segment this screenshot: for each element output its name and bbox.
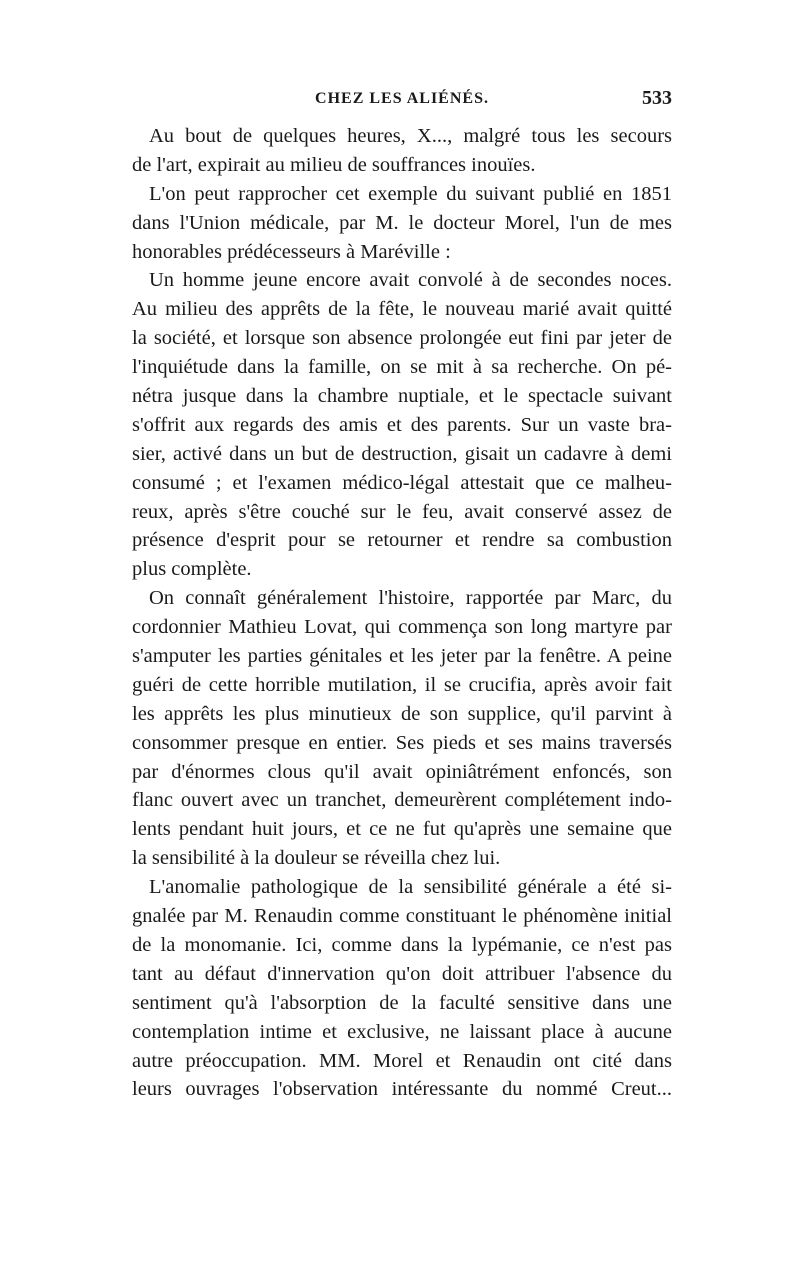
text-line: de l'art, expirait au milieu de souffrances inouïes.	[132, 153, 536, 176]
running-head	[132, 87, 672, 116]
text-line: Au bout de quelques heures, X..., malgré tous les secours	[149, 125, 672, 147]
text-line: les apprêts les plus minutieux de son supplice, qu'il parvint à	[132, 702, 672, 725]
text-line: L'anomalie pathologique de la sensibilité générale a été si-	[149, 876, 672, 899]
text-line: reux, après s'être couché sur le feu, avait conservé assez de	[132, 500, 672, 523]
running-title: CHEZ LES ALIÉNÉS.	[315, 90, 489, 107]
text-line: nétra jusque dans la chambre nuptiale, et le spectacle suivant	[132, 385, 672, 408]
text-line: l'inquiétude dans la famille, on se mit à sa recherche. On pé-	[132, 356, 672, 379]
text-line: consumé ; et l'examen médico-légal attestait que ce malheu-	[132, 471, 672, 494]
text-line: flanc ouvert avec un tranchet, demeurèrent complétement indo-	[132, 789, 672, 812]
text-line: Au milieu des apprêts de la fête, le nouveau marié avait quitté	[132, 298, 672, 321]
text-line: On connaît généralement l'histoire, rapportée par Marc, du	[149, 587, 672, 610]
text-line: gnalée par M. Renaudin comme constituant le phénomène initial	[132, 905, 672, 928]
text-line: tant au défaut d'innervation qu'on doit attribuer l'absence du	[132, 962, 672, 985]
text-line: sentiment qu'à l'absorption de la faculté sensitive dans une	[132, 991, 672, 1014]
text-line: présence d'esprit pour se retourner et rendre sa combustion	[132, 529, 672, 552]
text-line: par d'énormes clous qu'il avait opiniâtrément enfoncés, son	[132, 760, 672, 783]
text-line: la société, et lorsque son absence prolongée eut fini par jeter de	[132, 327, 672, 350]
text-line: consommer presque en entier. Ses pieds et ses mains traversés	[132, 731, 672, 754]
body-text	[132, 122, 672, 1104]
text-line: s'amputer les parties génitales et les jeter par la fenêtre. A peine	[132, 645, 672, 668]
text-line: leurs ouvrages l'observation intéressante du nommé Creut...	[132, 1078, 672, 1101]
text-line: cordonnier Mathieu Lovat, qui commença son long martyre par	[132, 616, 672, 639]
text-line: la sensibilité à la douleur se réveilla chez lui.	[132, 847, 501, 870]
text-line: guéri de cette horrible mutilation, il se crucifia, après avoir fait	[132, 673, 672, 696]
text-line: plus complète.	[132, 558, 252, 581]
page-number: 533	[642, 87, 672, 109]
text-line: L'on peut rapprocher cet exemple du suivant publié en 1851	[149, 182, 672, 205]
text-line: dans l'Union médicale, par M. le docteur Morel, l'un de mes	[132, 211, 672, 234]
text-line: honorables prédécesseurs à Maréville :	[132, 240, 451, 263]
text-line: autre préoccupation. MM. Morel et Renaudin ont cité dans	[132, 1049, 672, 1072]
text-line: s'offrit aux regards des amis et des parents. Sur un vaste bra-	[132, 413, 672, 436]
text-line: sier, activé dans un but de destruction, gisait un cadavre à demi	[132, 442, 672, 465]
text-line: Un homme jeune encore avait convolé à de secondes noces.	[149, 269, 672, 292]
text-line: de la monomanie. Ici, comme dans la lypémanie, ce n'est pas	[132, 933, 672, 956]
text-line: contemplation intime et exclusive, ne laissant place à aucune	[132, 1020, 672, 1043]
text-line: lents pendant huit jours, et ce ne fut qu'après une semaine que	[132, 818, 672, 841]
